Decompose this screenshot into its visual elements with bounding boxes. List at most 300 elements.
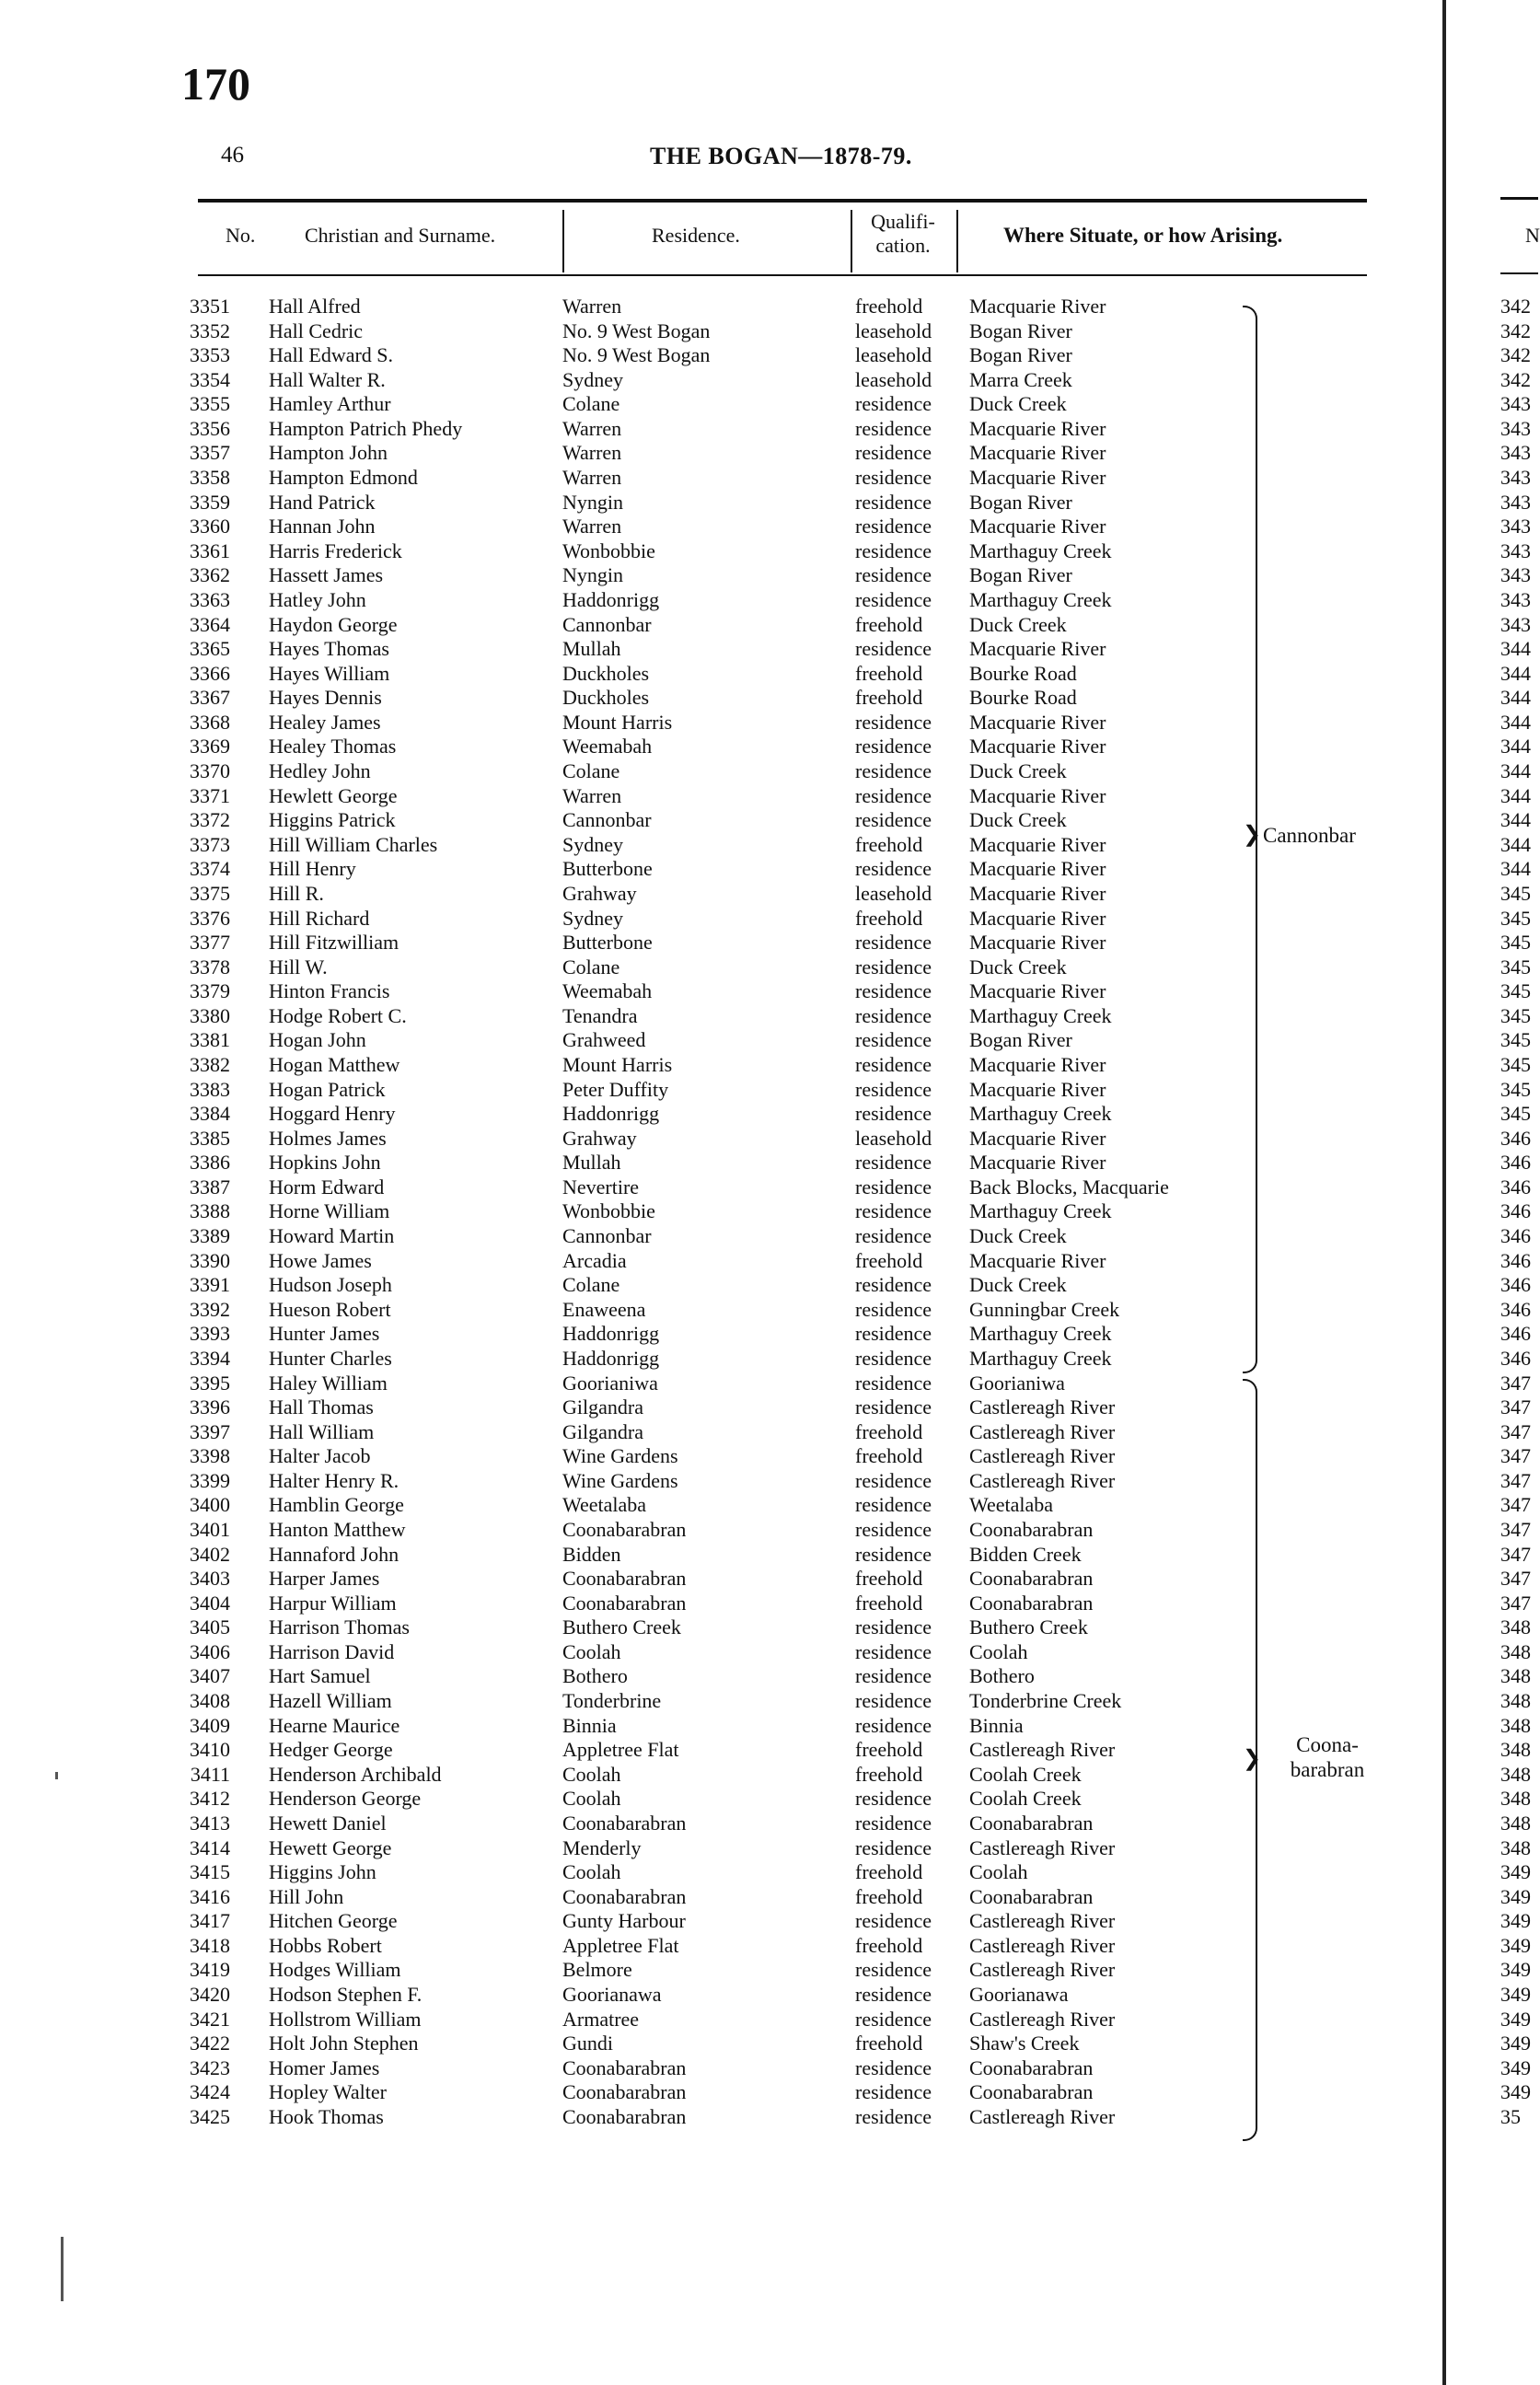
entry-qualification: freehold bbox=[855, 1738, 923, 1762]
table-row bbox=[0, 2008, 1381, 2032]
entry-qualification: residence bbox=[855, 1028, 932, 1052]
header-divider-1 bbox=[562, 210, 564, 272]
entry-name: Hopkins John bbox=[269, 1151, 381, 1175]
entry-residence: Coolah bbox=[562, 1787, 621, 1811]
entry-qualification: residence bbox=[855, 710, 932, 734]
entry-residence: Wonbobbie bbox=[562, 538, 655, 562]
adjacent-entry-number: 344 bbox=[1500, 661, 1531, 685]
header-divider-3 bbox=[956, 210, 958, 272]
entry-location: Coolah Creek bbox=[969, 1787, 1082, 1811]
entry-location: Macquarie River bbox=[969, 1248, 1106, 1272]
entry-name: Hinton Francis bbox=[269, 979, 390, 1003]
entry-qualification: residence bbox=[855, 1273, 932, 1297]
entry-residence: Weemabah bbox=[562, 979, 653, 1003]
entry-qualification: freehold bbox=[855, 1248, 923, 1272]
entry-name: Hueson Robert bbox=[269, 1297, 391, 1321]
adjacent-entry-number: 345 bbox=[1500, 881, 1531, 905]
entry-name: Hogan Patrick bbox=[269, 1077, 386, 1101]
entry-qualification: residence bbox=[855, 466, 932, 490]
adjacent-entry-number: 343 bbox=[1500, 612, 1531, 636]
table-row bbox=[0, 539, 1381, 563]
table-row bbox=[0, 1836, 1381, 1860]
entry-qualification: freehold bbox=[855, 1567, 923, 1591]
entry-qualification: residence bbox=[855, 1983, 932, 2007]
entry-location: Castlereagh River bbox=[969, 2104, 1116, 2128]
entry-location: Macquarie River bbox=[969, 441, 1106, 465]
entry-qualification: residence bbox=[855, 1615, 932, 1639]
table-row bbox=[0, 417, 1381, 441]
adjacent-entry-number: 343 bbox=[1500, 441, 1531, 465]
entry-location: Macquarie River bbox=[969, 710, 1106, 734]
entry-number: 3420 bbox=[190, 1983, 230, 2007]
entry-location: Coolah bbox=[969, 1860, 1028, 1884]
entry-qualification: residence bbox=[855, 563, 932, 587]
entry-name: Hall Thomas bbox=[269, 1395, 374, 1419]
entry-number: 3415 bbox=[190, 1860, 230, 1884]
entry-qualification: freehold bbox=[855, 2032, 923, 2055]
entry-qualification: residence bbox=[855, 735, 932, 758]
entry-residence: Butterbone bbox=[562, 857, 653, 881]
adjacent-page-edge bbox=[1450, 0, 1538, 2385]
table-row bbox=[0, 1518, 1381, 1542]
entry-name: Hayes Dennis bbox=[269, 686, 382, 710]
entry-location: Back Blocks, Macquarie bbox=[969, 1175, 1169, 1198]
table-row bbox=[0, 343, 1381, 367]
entry-location: Castlereagh River bbox=[969, 1444, 1116, 1468]
adjacent-entry-number: 345 bbox=[1500, 955, 1531, 978]
entry-location: Duck Creek bbox=[969, 1224, 1067, 1248]
page-title: THE BOGAN—1878-79. bbox=[650, 143, 912, 169]
entry-number: 3396 bbox=[190, 1395, 230, 1419]
entry-qualification: residence bbox=[855, 759, 932, 783]
adjacent-entry-number: 343 bbox=[1500, 392, 1531, 416]
entry-qualification: leasehold bbox=[855, 881, 932, 905]
page-number: 170 bbox=[181, 58, 250, 110]
adjacent-header-rule bbox=[1500, 272, 1538, 274]
entry-name: Harrison Thomas bbox=[269, 1615, 410, 1639]
entry-location: Macquarie River bbox=[969, 979, 1106, 1003]
entry-name: Higgins Patrick bbox=[269, 808, 396, 832]
entry-residence: Gilgandra bbox=[562, 1419, 643, 1443]
entry-name: Hand Patrick bbox=[269, 490, 376, 514]
entry-residence: Armatree bbox=[562, 2007, 640, 2031]
entry-location: Bourke Road bbox=[969, 686, 1077, 710]
entry-number: 3355 bbox=[190, 392, 230, 416]
adjacent-entry-number: 346 bbox=[1500, 1346, 1531, 1370]
entry-qualification: freehold bbox=[855, 1444, 923, 1468]
adjacent-entry-number: 345 bbox=[1500, 1102, 1531, 1126]
entry-residence: Duckholes bbox=[562, 686, 650, 710]
table-row bbox=[0, 1420, 1381, 1444]
entry-number: 3397 bbox=[190, 1419, 230, 1443]
entry-location: Coonabarabran bbox=[969, 1567, 1094, 1591]
table-row bbox=[0, 2056, 1381, 2080]
entry-location: Macquarie River bbox=[969, 466, 1106, 490]
table-row bbox=[0, 1199, 1381, 1223]
adjacent-header-fragment: N bbox=[1525, 224, 1540, 247]
entry-name: Horm Edward bbox=[269, 1175, 385, 1198]
entry-number: 3423 bbox=[190, 2055, 230, 2079]
table-row bbox=[0, 1151, 1381, 1175]
entry-name: Higgins John bbox=[269, 1860, 376, 1884]
entry-location: Macquarie River bbox=[969, 1052, 1106, 1076]
entry-location: Coonabarabran bbox=[969, 2080, 1094, 2104]
entry-residence: Mullah bbox=[562, 637, 621, 661]
entry-residence: Sydney bbox=[562, 832, 623, 856]
entry-residence: Nevertire bbox=[562, 1175, 640, 1198]
entry-number: 3421 bbox=[190, 2007, 230, 2031]
entry-residence: Wine Gardens bbox=[562, 1444, 678, 1468]
entry-number: 3360 bbox=[190, 515, 230, 538]
entry-residence: Wonbobbie bbox=[562, 1199, 655, 1223]
adjacent-entry-number: 347 bbox=[1500, 1518, 1531, 1541]
entry-name: Healey James bbox=[269, 710, 381, 734]
entry-location: Duck Creek bbox=[969, 612, 1067, 636]
entry-name: Harris Frederick bbox=[269, 538, 402, 562]
table-row bbox=[0, 882, 1381, 906]
adjacent-entry-number: 348 bbox=[1500, 1615, 1531, 1639]
entry-location: Bogan River bbox=[969, 563, 1072, 587]
entry-location: Macquarie River bbox=[969, 1151, 1106, 1175]
entry-qualification: leasehold bbox=[855, 367, 932, 391]
entry-location: Coolah bbox=[969, 1639, 1028, 1663]
entry-residence: No. 9 West Bogan bbox=[562, 318, 711, 342]
adjacent-entry-number: 349 bbox=[1500, 1933, 1531, 1957]
table-row bbox=[0, 907, 1381, 931]
entry-name: Hunter James bbox=[269, 1322, 380, 1346]
adjacent-top-rule bbox=[1500, 197, 1538, 200]
adjacent-entry-number: 344 bbox=[1500, 832, 1531, 856]
table-row bbox=[0, 319, 1381, 343]
adjacent-entry-number: 348 bbox=[1500, 1835, 1531, 1859]
entry-qualification: residence bbox=[855, 1713, 932, 1737]
entry-residence: Colane bbox=[562, 392, 620, 416]
entry-qualification: residence bbox=[855, 1958, 932, 1982]
entry-name: Hall William bbox=[269, 1419, 375, 1443]
entry-number: 3411 bbox=[190, 1762, 230, 1786]
entry-number: 3363 bbox=[190, 587, 230, 611]
entry-location: Macquarie River bbox=[969, 1126, 1106, 1150]
entry-qualification: residence bbox=[855, 2055, 932, 2079]
adjacent-entry-number: 347 bbox=[1500, 1419, 1531, 1443]
entry-name: Homer James bbox=[269, 2055, 380, 2079]
adjacent-entry-number: 346 bbox=[1500, 1322, 1531, 1346]
entry-location: Macquarie River bbox=[969, 857, 1106, 881]
entry-location: Bidden Creek bbox=[969, 1542, 1082, 1566]
entry-residence: Coolah bbox=[562, 1762, 621, 1786]
entry-location: Macquarie River bbox=[969, 735, 1106, 758]
adjacent-entry-number: 345 bbox=[1500, 1003, 1531, 1027]
table-row bbox=[0, 1640, 1381, 1664]
entry-number: 3425 bbox=[190, 2104, 230, 2128]
entry-name: Hudson Joseph bbox=[269, 1273, 392, 1297]
table-row bbox=[0, 2032, 1381, 2055]
entry-residence: Warren bbox=[562, 466, 622, 490]
table-row bbox=[0, 588, 1381, 612]
entry-name: Hopley Walter bbox=[269, 2080, 387, 2104]
table-row bbox=[0, 686, 1381, 710]
entry-number: 3354 bbox=[190, 367, 230, 391]
adjacent-entry-number: 345 bbox=[1500, 1077, 1531, 1101]
entry-residence: Weetalaba bbox=[562, 1493, 647, 1517]
entry-number: 3364 bbox=[190, 612, 230, 636]
entry-location: Tonderbrine Creek bbox=[969, 1689, 1122, 1713]
entry-number: 3409 bbox=[190, 1713, 230, 1737]
entry-residence: Tonderbrine bbox=[562, 1689, 662, 1713]
adjacent-entry-number: 344 bbox=[1500, 735, 1531, 758]
table-row bbox=[0, 368, 1381, 392]
entry-location: Weetalaba bbox=[969, 1493, 1054, 1517]
table-row bbox=[0, 1543, 1381, 1567]
entry-name: Hill William Charles bbox=[269, 832, 438, 856]
entry-location: Duck Creek bbox=[969, 955, 1067, 978]
adjacent-entry-number: 342 bbox=[1500, 343, 1531, 367]
entry-number: 3416 bbox=[190, 1884, 230, 1908]
entry-qualification: residence bbox=[855, 1689, 932, 1713]
adjacent-entry-number: 347 bbox=[1500, 1468, 1531, 1492]
entry-location: Duck Creek bbox=[969, 1273, 1067, 1297]
entry-qualification: residence bbox=[855, 1664, 932, 1688]
page-sub-number: 46 bbox=[221, 143, 244, 168]
group-brace-tip-coonabarabran: ❯ bbox=[1243, 1747, 1262, 1771]
entry-residence: Mullah bbox=[562, 1151, 621, 1175]
table-row bbox=[0, 2080, 1381, 2104]
entry-residence: Coonabarabran bbox=[562, 1591, 687, 1615]
header-no: No. bbox=[226, 224, 256, 247]
entry-name: Hewett George bbox=[269, 1835, 392, 1859]
entry-number: 3422 bbox=[190, 2032, 230, 2055]
entry-number: 3390 bbox=[190, 1248, 230, 1272]
adjacent-entry-number: 343 bbox=[1500, 515, 1531, 538]
entry-location: Marthaguy Creek bbox=[969, 1003, 1112, 1027]
entry-number: 3401 bbox=[190, 1518, 230, 1541]
table-row bbox=[0, 392, 1381, 416]
entry-residence: Coolah bbox=[562, 1639, 621, 1663]
entry-number: 3388 bbox=[190, 1199, 230, 1223]
entry-number: 3357 bbox=[190, 441, 230, 465]
table-row bbox=[0, 1615, 1381, 1639]
entry-qualification: residence bbox=[855, 1542, 932, 1566]
entry-residence: Goorianiwa bbox=[562, 1371, 658, 1395]
adjacent-entry-number: 344 bbox=[1500, 759, 1531, 783]
adjacent-entry-number: 343 bbox=[1500, 490, 1531, 514]
entry-number: 3391 bbox=[190, 1273, 230, 1297]
entry-name: Hassett James bbox=[269, 563, 384, 587]
entry-number: 3418 bbox=[190, 1933, 230, 1957]
adjacent-entry-number: 344 bbox=[1500, 686, 1531, 710]
entry-location: Macquarie River bbox=[969, 881, 1106, 905]
entry-name: Hoggard Henry bbox=[269, 1102, 396, 1126]
entry-residence: Gilgandra bbox=[562, 1395, 643, 1419]
entry-number: 3367 bbox=[190, 686, 230, 710]
entry-number: 3359 bbox=[190, 490, 230, 514]
entry-residence: Tenandra bbox=[562, 1003, 638, 1027]
header-residence: Residence. bbox=[652, 224, 740, 247]
entry-qualification: residence bbox=[855, 1297, 932, 1321]
entry-location: Goorianiwa bbox=[969, 1371, 1065, 1395]
entry-name: Harper James bbox=[269, 1567, 380, 1591]
entry-number: 3377 bbox=[190, 931, 230, 955]
entry-qualification: residence bbox=[855, 931, 932, 955]
table-row bbox=[0, 1298, 1381, 1322]
entry-number: 3407 bbox=[190, 1664, 230, 1688]
entry-number: 3379 bbox=[190, 979, 230, 1003]
adjacent-entry-number: 349 bbox=[1500, 2055, 1531, 2079]
table-row bbox=[0, 1934, 1381, 1958]
table-row bbox=[0, 857, 1381, 881]
table-row bbox=[0, 955, 1381, 979]
table-row bbox=[0, 1347, 1381, 1371]
entry-location: Macquarie River bbox=[969, 295, 1106, 318]
adjacent-entry-number: 348 bbox=[1500, 1787, 1531, 1811]
entry-qualification: residence bbox=[855, 857, 932, 881]
group-label-coonabarabran: Coona-barabran bbox=[1290, 1733, 1365, 1781]
adjacent-entry-number: 346 bbox=[1500, 1224, 1531, 1248]
entry-location: Buthero Creek bbox=[969, 1615, 1088, 1639]
entry-name: Howe James bbox=[269, 1248, 372, 1272]
entry-name: Hedger George bbox=[269, 1738, 393, 1762]
entry-qualification: residence bbox=[855, 1322, 932, 1346]
entry-qualification: residence bbox=[855, 1175, 932, 1198]
entry-qualification: freehold bbox=[855, 832, 923, 856]
entry-name: Hill John bbox=[269, 1884, 344, 1908]
entry-name: Haley William bbox=[269, 1371, 388, 1395]
entry-number: 3419 bbox=[190, 1958, 230, 1982]
entry-residence: Warren bbox=[562, 783, 622, 807]
entry-name: Hearne Maurice bbox=[269, 1713, 400, 1737]
entry-qualification: freehold bbox=[855, 1884, 923, 1908]
entry-name: Hill Richard bbox=[269, 906, 370, 930]
entry-location: Marthaguy Creek bbox=[969, 1199, 1112, 1223]
entry-residence: Gundi bbox=[562, 2032, 613, 2055]
entry-qualification: residence bbox=[855, 490, 932, 514]
entry-residence: Haddonrigg bbox=[562, 587, 660, 611]
entry-name: Hampton Patrich Phedy bbox=[269, 416, 463, 440]
header-divider-2 bbox=[851, 210, 852, 272]
table-row bbox=[0, 1763, 1381, 1787]
header-name: Christian and Surname. bbox=[305, 224, 496, 247]
entry-name: Hollstrom William bbox=[269, 2007, 422, 2031]
entry-residence: Buthero Creek bbox=[562, 1615, 681, 1639]
table-row bbox=[0, 491, 1381, 515]
entry-qualification: residence bbox=[855, 1518, 932, 1541]
entry-number: 3382 bbox=[190, 1052, 230, 1076]
adjacent-entry-number: 346 bbox=[1500, 1199, 1531, 1223]
table-row bbox=[0, 1493, 1381, 1517]
entry-location: Coonabarabran bbox=[969, 1811, 1094, 1835]
entry-residence: Goorianawa bbox=[562, 1983, 662, 2007]
entry-qualification: residence bbox=[855, 1199, 932, 1223]
table-row bbox=[0, 1249, 1381, 1273]
entry-qualification: residence bbox=[855, 515, 932, 538]
table-row bbox=[0, 979, 1381, 1003]
entry-location: Coonabarabran bbox=[969, 1591, 1094, 1615]
entry-residence: Coonabarabran bbox=[562, 1884, 687, 1908]
table-row bbox=[0, 1787, 1381, 1811]
adjacent-entry-number: 348 bbox=[1500, 1811, 1531, 1835]
entry-residence: Grahway bbox=[562, 881, 637, 905]
entry-qualification: freehold bbox=[855, 661, 923, 685]
adjacent-entry-number: 346 bbox=[1500, 1273, 1531, 1297]
entry-location: Duck Creek bbox=[969, 759, 1067, 783]
entry-number: 3370 bbox=[190, 759, 230, 783]
adjacent-entry-number: 345 bbox=[1500, 1028, 1531, 1052]
adjacent-entry-number: 349 bbox=[1500, 2032, 1531, 2055]
entry-name: Healey Thomas bbox=[269, 735, 397, 758]
adjacent-entry-number: 342 bbox=[1500, 295, 1531, 318]
table-row bbox=[0, 1273, 1381, 1297]
adjacent-entry-number: 345 bbox=[1500, 906, 1531, 930]
adjacent-entry-number: 345 bbox=[1500, 1052, 1531, 1076]
adjacent-entry-number: 348 bbox=[1500, 1689, 1531, 1713]
entry-name: Hodges William bbox=[269, 1958, 401, 1982]
entry-residence: Warren bbox=[562, 295, 622, 318]
entry-location: Macquarie River bbox=[969, 1077, 1106, 1101]
entry-location: Castlereagh River bbox=[969, 1835, 1116, 1859]
entry-name: Hogan Matthew bbox=[269, 1052, 400, 1076]
entry-residence: Appletree Flat bbox=[562, 1738, 679, 1762]
entry-number: 3395 bbox=[190, 1371, 230, 1395]
entry-name: Hatley John bbox=[269, 587, 366, 611]
entry-residence: Belmore bbox=[562, 1958, 632, 1982]
entry-qualification: residence bbox=[855, 587, 932, 611]
adjacent-entry-number: 344 bbox=[1500, 808, 1531, 832]
group-brace-tip-cannonbar: ❯ bbox=[1243, 823, 1262, 847]
table-row bbox=[0, 1078, 1381, 1102]
adjacent-entry-number: 346 bbox=[1500, 1151, 1531, 1175]
entry-residence: Mount Harris bbox=[562, 710, 673, 734]
entry-number: 3394 bbox=[190, 1346, 230, 1370]
entry-name: Hewett Daniel bbox=[269, 1811, 387, 1835]
entry-name: Hodson Stephen F. bbox=[269, 1983, 423, 2007]
entry-qualification: residence bbox=[855, 1102, 932, 1126]
entry-name: Hannan John bbox=[269, 515, 376, 538]
entry-name: Hitchen George bbox=[269, 1909, 398, 1933]
entry-residence: Duckholes bbox=[562, 661, 650, 685]
entry-location: Castlereagh River bbox=[969, 1738, 1116, 1762]
table-row bbox=[0, 2105, 1381, 2129]
entry-number: 3398 bbox=[190, 1444, 230, 1468]
entry-qualification: residence bbox=[855, 783, 932, 807]
entry-residence: Appletree Flat bbox=[562, 1933, 679, 1957]
entry-location: Marthaguy Creek bbox=[969, 1346, 1112, 1370]
entry-location: Macquarie River bbox=[969, 832, 1106, 856]
entry-residence: Grahway bbox=[562, 1126, 637, 1150]
entry-name: Hampton John bbox=[269, 441, 388, 465]
entry-number: 3369 bbox=[190, 735, 230, 758]
entry-residence: Cannonbar bbox=[562, 612, 652, 636]
header-qualification: Qualifi-cation. bbox=[871, 210, 935, 257]
right-page-border bbox=[1442, 0, 1446, 2385]
entry-qualification: residence bbox=[855, 1493, 932, 1517]
entry-qualification: residence bbox=[855, 1395, 932, 1419]
entry-location: Binnia bbox=[969, 1713, 1024, 1737]
entry-residence: Sydney bbox=[562, 367, 623, 391]
table-row bbox=[0, 808, 1381, 832]
entry-name: Henderson George bbox=[269, 1787, 422, 1811]
entry-location: Coolah Creek bbox=[969, 1762, 1082, 1786]
entry-residence: Binnia bbox=[562, 1713, 617, 1737]
entry-qualification: residence bbox=[855, 1639, 932, 1663]
entry-residence: Nyngin bbox=[562, 563, 623, 587]
entry-number: 3406 bbox=[190, 1639, 230, 1663]
entry-name: Hall Cedric bbox=[269, 318, 364, 342]
adjacent-entry-number: 345 bbox=[1500, 931, 1531, 955]
entry-number: 3358 bbox=[190, 466, 230, 490]
adjacent-entry-number: 349 bbox=[1500, 1958, 1531, 1982]
entry-number: 3380 bbox=[190, 1003, 230, 1027]
adjacent-entry-number: 349 bbox=[1500, 2007, 1531, 2031]
